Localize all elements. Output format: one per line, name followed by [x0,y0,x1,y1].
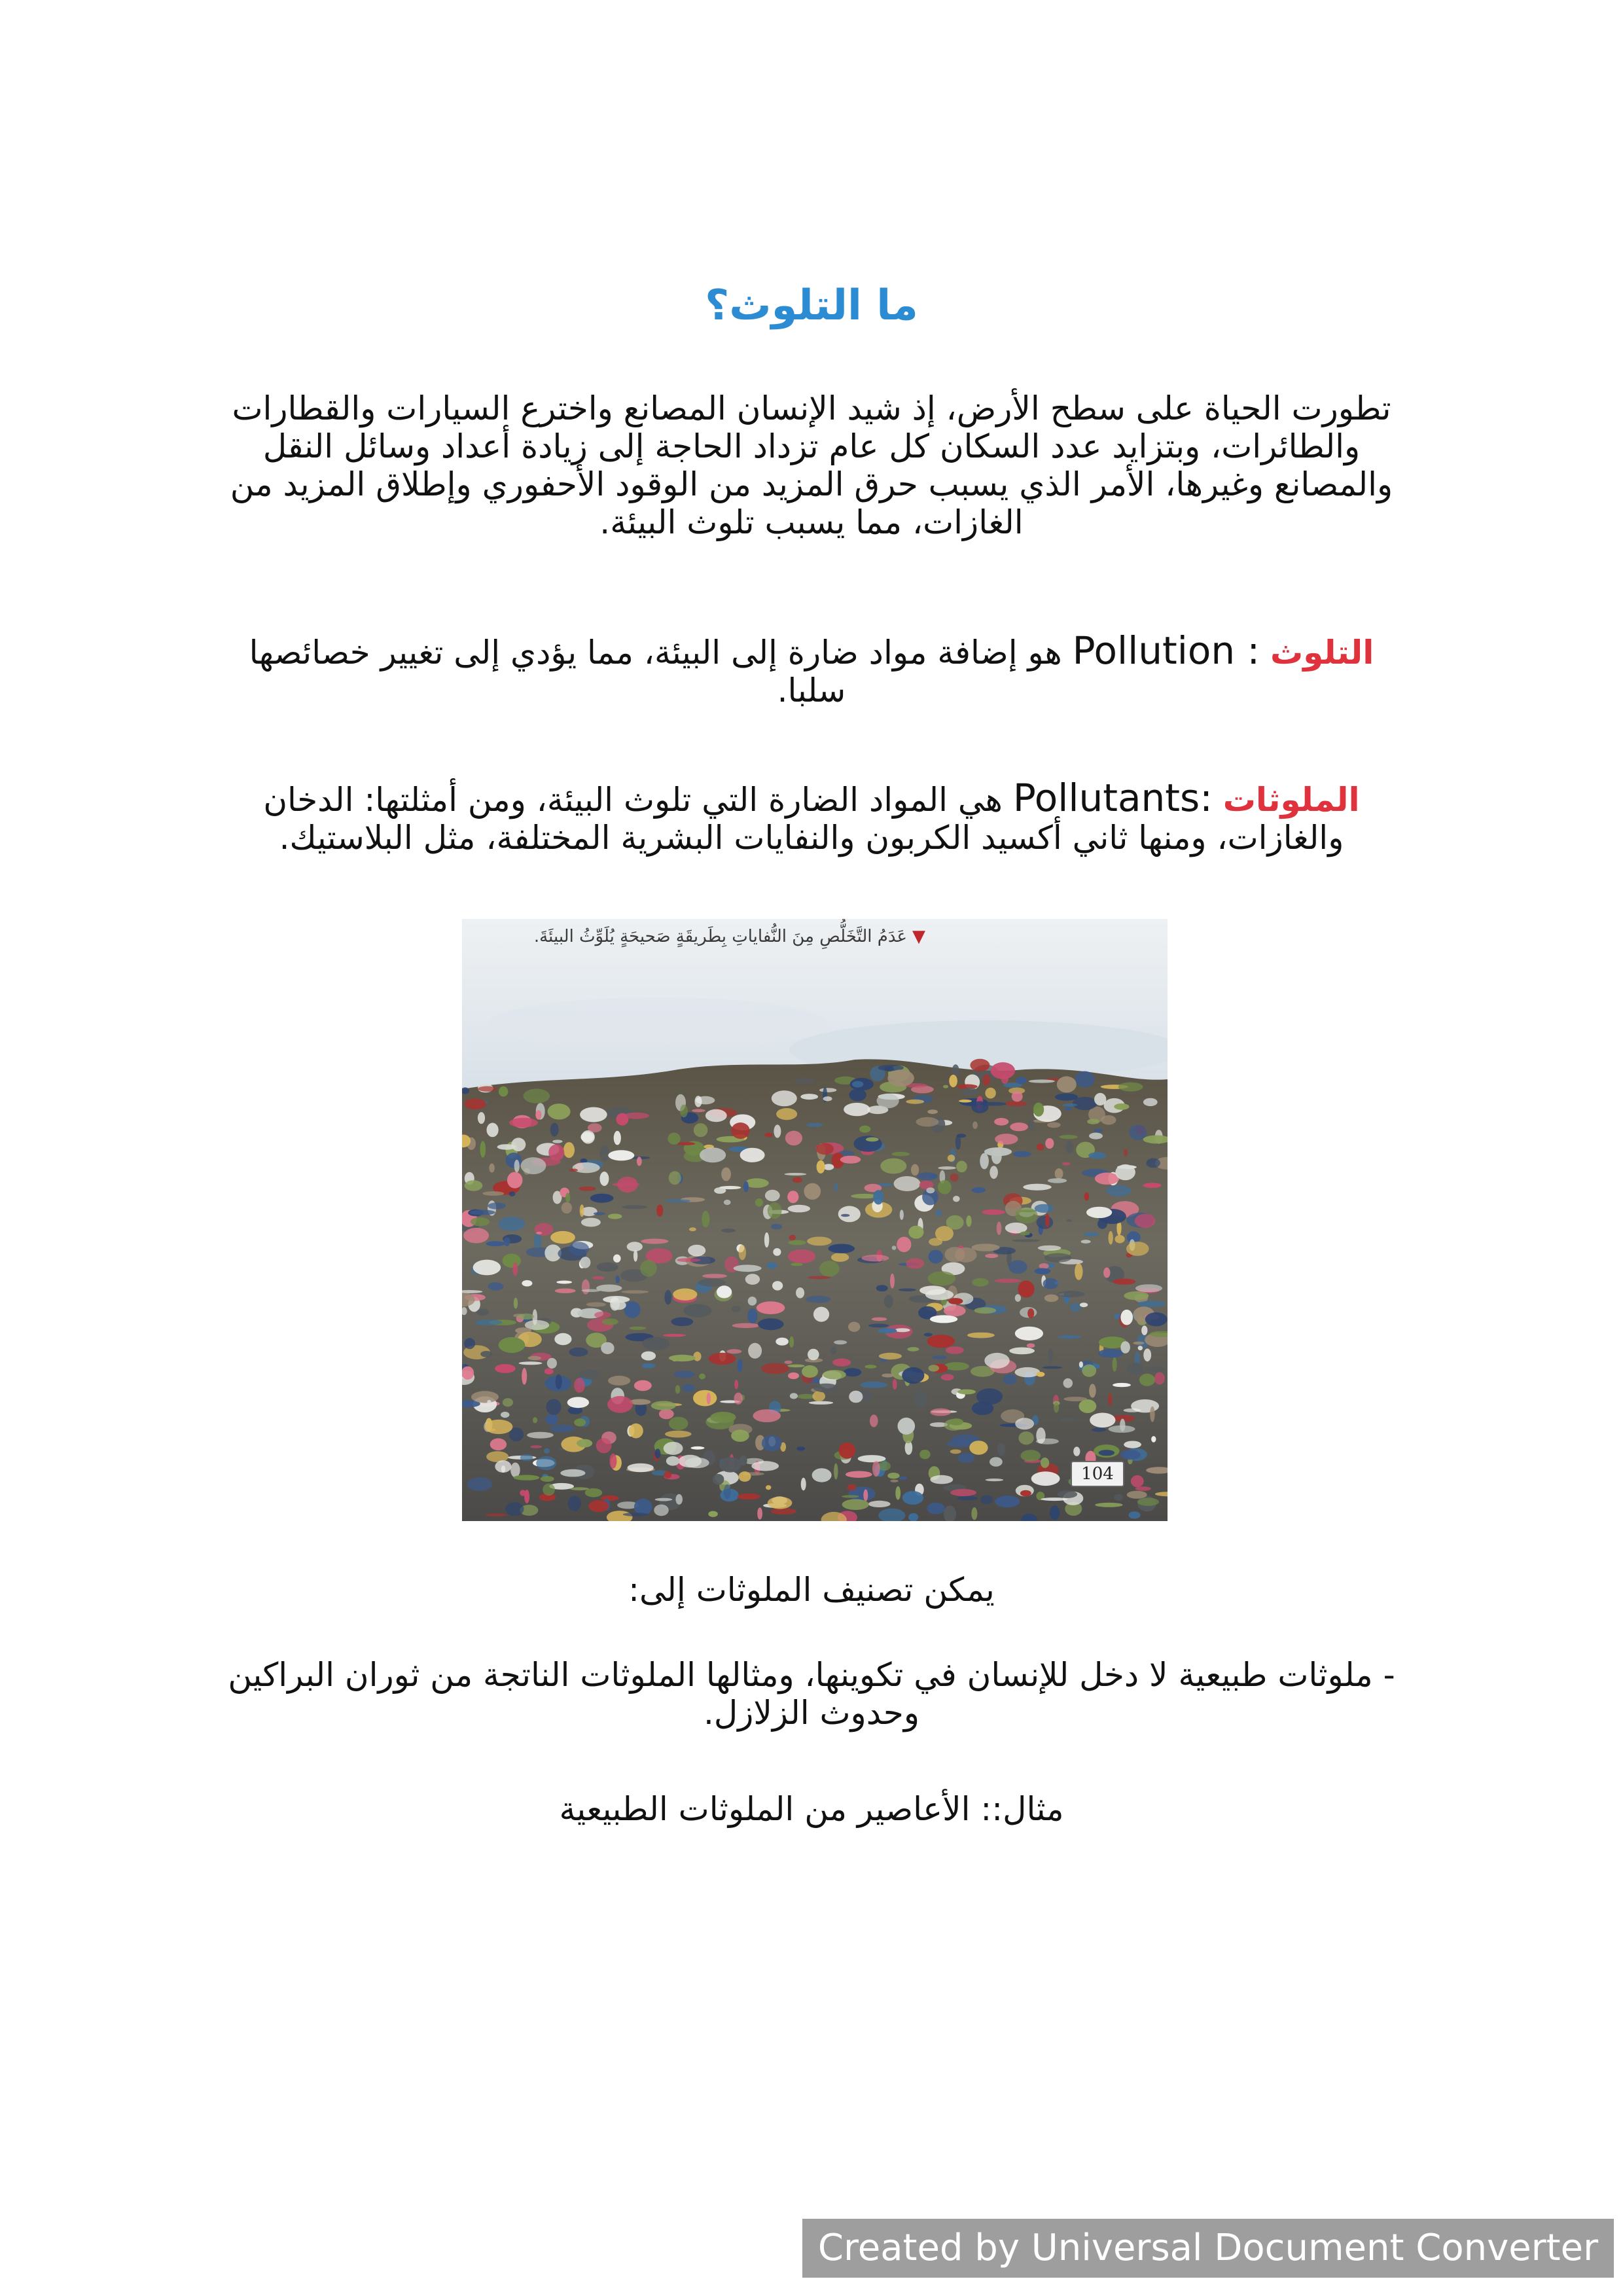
intro-line: الغازات، مما يسبب تلوث البيئة. [599,503,1024,541]
intro-paragraph [196,389,1427,541]
bullet-line2: وحدوث الزلازل. [703,1694,919,1732]
pollution-definition-text: هو إضافة مواد ضارة إلى البيئة، مما يؤدي إلى تغيير خصائصها [249,634,1062,672]
pollutants-definition-line2: والغازات، ومنها ثاني أكسيد الكربون والنفايات البشرية المختلفة، مثل البلاستيك. [279,819,1344,857]
triangle-marker-icon: ▼ [912,927,925,946]
figure-caption [534,927,925,946]
page-title: ما التلوث؟ [705,281,918,330]
caption-text: عَدَمُ التَّخَلُّصِ مِنَ النُّفاياتِ بِطَريقَةٍ صَحيحَةٍ يُلَوِّثُ البيئَةَ. [533,927,907,946]
pollutants-term: الملوثات [1222,781,1360,819]
natural-pollutants-bullet [196,1656,1427,1732]
pollutants-definition [196,776,1427,857]
watermark-banner: Created by Universal Document Converter [802,2219,1614,2278]
example-line [196,1790,1427,1828]
pollutants-term-en: Pollutants: [1012,776,1213,820]
bullet-line1: - ملوثات طبيعية لا دخل للإنسان في تكوينها، ومثالها الملوثات الناتجة من ثوران البراكين [228,1656,1395,1694]
landfill-photo [462,919,1168,1521]
pollution-definition-line2: سلبا. [777,672,846,709]
pollution-term: التلوث [1270,634,1374,672]
pollution-definition [196,628,1427,709]
classification-heading [196,1571,1427,1609]
pollutants-definition-text: هي المواد الضارة التي تلوث البيئة، ومن أمثلتها: الدخان [263,781,1003,819]
landfill-illustration [462,919,1168,1521]
book-page-number: 104 [1071,1461,1124,1487]
intro-line: والطائرات، وبتزايد عدد السكان كل عام تزداد الحاجة إلى زيادة أعداد وسائل النقل [262,427,1361,465]
intro-line: تطورت الحياة على سطح الأرض، إذ شيد الإنسان المصانع واخترع السيارات والقطارات [232,389,1391,427]
example-text: مثال:: الأعاصير من الملوثات الطبيعية [559,1790,1064,1828]
intro-line: والمصانع وغيرها، الأمر الذي يسبب حرق المزيد من الوقود الأحفوري وإطلاق المزيد من [230,465,1393,503]
pollution-term-en: Pollution : [1072,628,1260,673]
classification-text: يمكن تصنيف الملوثات إلى: [628,1571,995,1609]
